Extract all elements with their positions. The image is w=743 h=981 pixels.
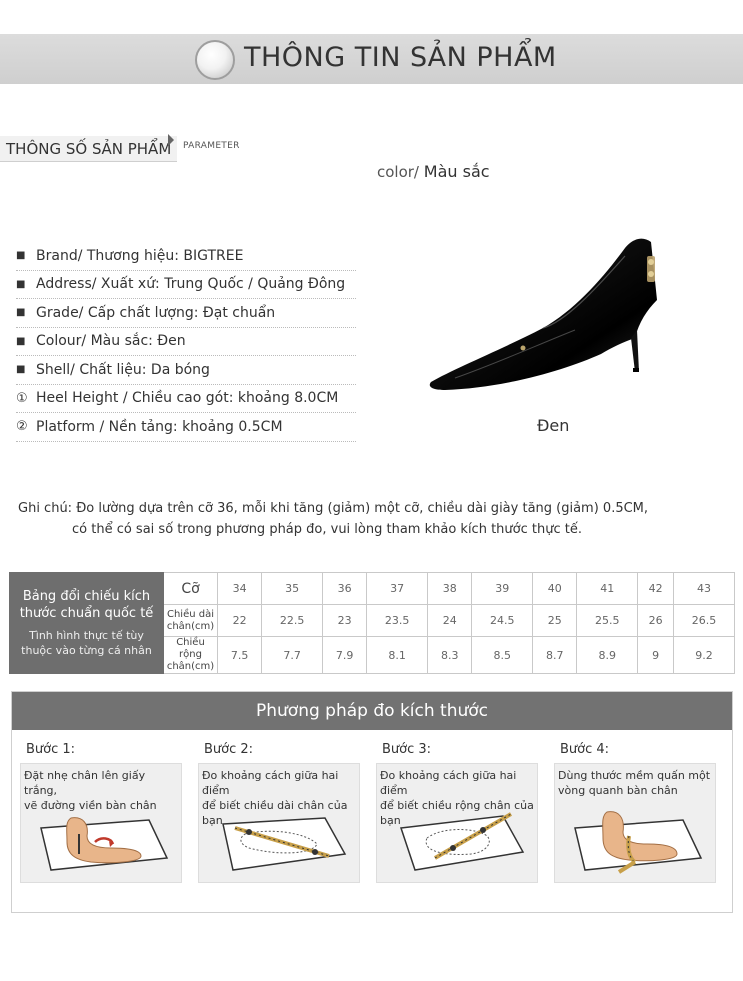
width-label-line: Chiều rộng: [176, 637, 205, 660]
measurement-method-panel: [11, 691, 733, 913]
spec-row: [16, 271, 356, 300]
size-chart-header-note: Tình hình thực tế tùy: [29, 629, 144, 642]
width-label-cell: [164, 637, 218, 674]
step-box: [198, 763, 360, 883]
size-cell: 37: [367, 573, 428, 605]
square-bullet-icon: ■: [16, 364, 26, 376]
section-tab: [0, 136, 177, 162]
width-cell: 8.5: [472, 637, 533, 674]
width-cell: 7.9: [323, 637, 367, 674]
step-card: [198, 742, 360, 883]
length-cell: 22.5: [262, 605, 323, 637]
spec-list: [16, 242, 356, 442]
size-chart-header-line: Bảng đổi chiếu kích: [22, 589, 151, 604]
step-title: Bước 1:: [26, 742, 76, 757]
spec-text: Shell/ Chất liệu: Da bóng: [36, 361, 210, 378]
step-box: [20, 763, 182, 883]
size-cell: 36: [323, 573, 367, 605]
spec-row: [16, 413, 356, 442]
square-bullet-icon: ■: [16, 335, 26, 347]
width-cell: 7.7: [262, 637, 323, 674]
square-bullet-icon: ■: [16, 250, 26, 262]
foot-on-paper-icon: [31, 808, 171, 874]
width-cell: 8.1: [367, 637, 428, 674]
step-desc-line: để biết chiều rộng chân của bạn: [380, 799, 534, 827]
step-title: Bước 2:: [204, 742, 254, 757]
step-title: Bước 4:: [560, 742, 610, 757]
section-title: THÔNG SỐ SẢN PHẨM: [6, 140, 172, 158]
size-cell: 38: [428, 573, 472, 605]
product-color-name: Đen: [537, 416, 570, 435]
size-label-cell: Cỡ: [164, 573, 218, 605]
length-cell: 26.5: [674, 605, 735, 637]
length-cell: 26: [638, 605, 674, 637]
spec-text: Grade/ Cấp chất lượng: Đạt chuẩn: [36, 304, 276, 321]
length-cell: 23.5: [367, 605, 428, 637]
section-subtitle: PARAMETER: [183, 141, 240, 151]
step-title: Bước 3:: [382, 742, 432, 757]
length-label-line: Chiều dài: [166, 608, 215, 620]
width-cell: 8.9: [577, 637, 638, 674]
size-cell: 40: [533, 573, 577, 605]
spec-text: Brand/ Thương hiệu: BIGTREE: [36, 247, 244, 264]
step-desc-line: Đặt nhẹ chân lên giấy trắng,: [24, 769, 146, 797]
header-banner: [0, 34, 743, 84]
length-cell: 23: [323, 605, 367, 637]
width-label-line: chân(cm): [166, 661, 215, 672]
length-label-line: chân(cm): [166, 620, 215, 632]
length-cell: 24: [428, 605, 472, 637]
ruler-width-icon: [387, 808, 527, 874]
spec-row: [16, 328, 356, 357]
size-cell: 43: [674, 573, 735, 605]
square-bullet-icon: ■: [16, 278, 26, 290]
note-line-1: Ghi chú: Đo lường dựa trên cỡ 36, mỗi khi tăng (giảm) một cỡ, chiều dài giày tăng (giảm) 0.5CM,: [18, 501, 649, 516]
spec-row: [16, 299, 356, 328]
spec-row: [16, 242, 356, 271]
step-desc-line: Đo khoảng cách giữa hai điểm: [380, 769, 517, 797]
width-cell: 8.7: [533, 637, 577, 674]
length-cell: 25: [533, 605, 577, 637]
spec-text: Platform / Nền tảng: khoảng 0.5CM: [36, 418, 283, 435]
size-cell: 34: [218, 573, 262, 605]
step-description: [555, 764, 715, 802]
color-heading-prefix: color/: [377, 163, 419, 181]
size-chart-header-cell: [10, 573, 164, 674]
step-desc-line: để biết chiều dài chân của bạn: [202, 799, 348, 827]
size-chart-header-note: thuộc vào từng cá nhân: [21, 644, 152, 657]
spec-row: [16, 385, 356, 414]
width-cell: 9.2: [674, 637, 735, 674]
size-cell: 39: [472, 573, 533, 605]
color-heading-label: Màu sắc: [423, 162, 490, 181]
size-cell: 35: [262, 573, 323, 605]
length-label-cell: [164, 605, 218, 637]
size-cell: 41: [577, 573, 638, 605]
step-card: [554, 742, 716, 883]
color-heading: [377, 162, 490, 181]
width-cell: 7.5: [218, 637, 262, 674]
step-desc-line: vòng quanh bàn chân: [558, 784, 678, 797]
section-flag-icon: [168, 134, 174, 146]
length-cell: 22: [218, 605, 262, 637]
circled-number-icon: ②: [16, 419, 28, 435]
width-cell: 8.3: [428, 637, 472, 674]
note-line-2: có thể có sai số trong phương pháp đo, vui lòng tham khảo kích thước thực tế.: [72, 522, 582, 537]
table-row: [10, 573, 735, 605]
size-chart-header-line: thước chuẩn quốc tế: [19, 606, 154, 621]
circled-number-icon: ①: [16, 390, 28, 406]
step-box: [554, 763, 716, 883]
method-title: Phương pháp đo kích thước: [12, 692, 732, 730]
step-desc-line: vẽ đường viền bàn chân: [24, 799, 157, 812]
banner-circle-icon: [195, 40, 235, 80]
spec-text: Address/ Xuất xứ: Trung Quốc / Quảng Đông: [36, 276, 346, 293]
page-title: THÔNG TIN SẢN PHẨM: [244, 42, 557, 73]
spec-row: [16, 356, 356, 385]
tape-around-foot-icon: [565, 808, 705, 874]
step-box: [376, 763, 538, 883]
black-pump-shoe-image: [425, 230, 665, 400]
length-cell: 25.5: [577, 605, 638, 637]
step-desc-line: Đo khoảng cách giữa hai điểm: [202, 769, 339, 797]
width-cell: 9: [638, 637, 674, 674]
size-cell: 42: [638, 573, 674, 605]
length-cell: 24.5: [472, 605, 533, 637]
step-desc-line: Dùng thước mềm quấn một: [558, 769, 711, 782]
step-card: [376, 742, 538, 883]
step-card: [20, 742, 182, 883]
size-chart-table: [9, 572, 735, 674]
ruler-length-icon: [209, 808, 349, 874]
spec-text: Colour/ Màu sắc: Đen: [36, 333, 186, 350]
measurement-note: [18, 498, 648, 540]
spec-text: Heel Height / Chiều cao gót: khoảng 8.0CM: [36, 390, 339, 407]
square-bullet-icon: ■: [16, 307, 26, 319]
